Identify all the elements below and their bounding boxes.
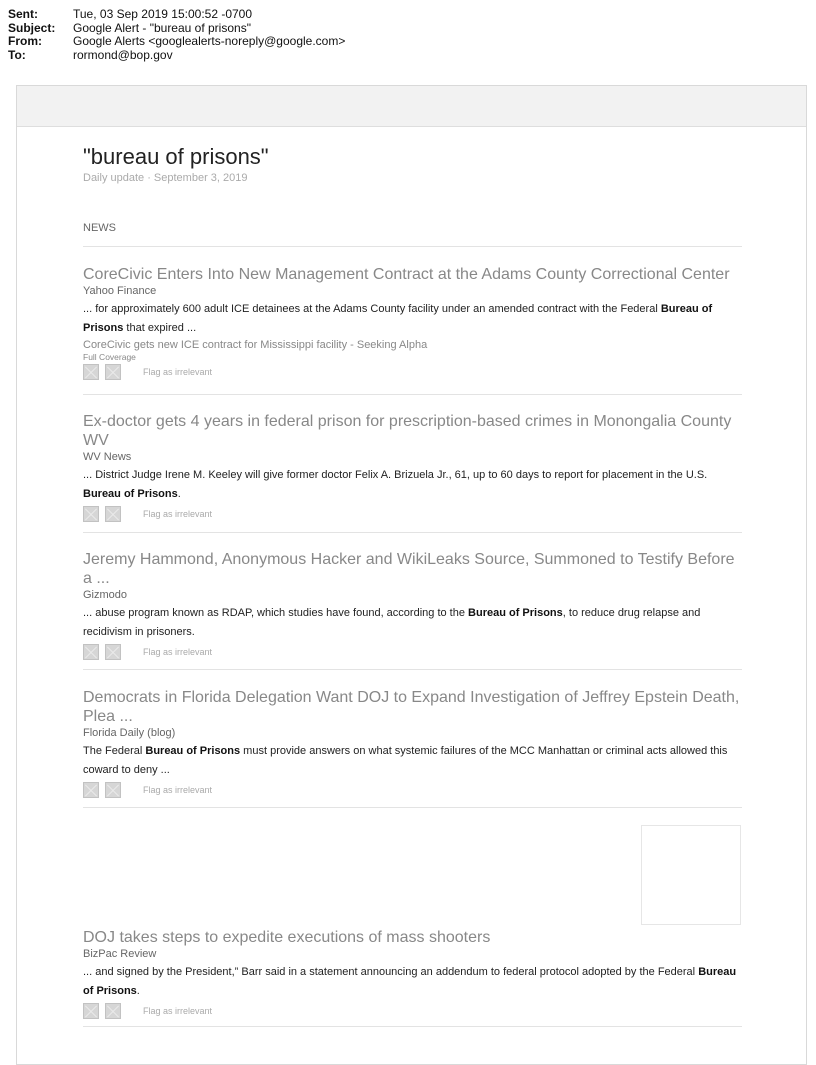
subject-label: Subject: xyxy=(8,20,56,35)
news-item-title[interactable]: CoreCivic Enters Into New Management Contract at the Adams County Correctional Center xyxy=(83,266,730,283)
from-label: From: xyxy=(8,34,42,48)
item-actions xyxy=(83,642,742,661)
flag-irrelevant-link[interactable]: Flag as irrelevant xyxy=(143,784,213,795)
news-item xyxy=(83,688,742,799)
sent-label: Sent: xyxy=(8,7,38,21)
broken-image-icon[interactable] xyxy=(83,364,99,380)
broken-image-icon[interactable] xyxy=(83,644,99,660)
divider xyxy=(83,532,742,533)
sent-value: Tue, 03 Sep 2019 15:00:52 -0700 xyxy=(73,7,253,21)
news-item xyxy=(83,550,742,661)
news-item xyxy=(83,265,742,381)
news-item-source: WV News xyxy=(83,451,132,463)
news-item-source: Gizmodo xyxy=(83,589,128,601)
divider xyxy=(83,246,742,247)
alert-subtitle: Daily update · September 3, 2019 xyxy=(83,172,248,184)
broken-image-icon[interactable] xyxy=(105,506,121,522)
broken-image-icon[interactable] xyxy=(105,364,121,380)
divider xyxy=(83,807,742,808)
flag-irrelevant-link[interactable]: Flag as irrelevant xyxy=(143,646,213,657)
full-coverage-link[interactable]: Full Coverage xyxy=(83,352,136,362)
to-value: rormond@bop.gov xyxy=(73,47,173,62)
news-item-title[interactable]: Jeremy Hammond, Anonymous Hacker and WikiLeaks Source, Summoned to Testify Before a ... xyxy=(83,551,735,587)
news-item xyxy=(83,928,742,1020)
news-item-snippet: The Federal Bureau of Prisons must provide answers on what systemic failures of the MCC Manhattan or criminal acts allowed this coward to deny ... xyxy=(83,745,728,776)
divider xyxy=(83,1026,742,1027)
broken-image-icon[interactable] xyxy=(105,782,121,798)
divider xyxy=(83,669,742,670)
broken-image-icon[interactable] xyxy=(83,1003,99,1019)
item-actions xyxy=(83,362,742,381)
alert-card xyxy=(16,85,807,1065)
news-item xyxy=(83,412,742,523)
alert-title[interactable]: "bureau of prisons" xyxy=(83,144,269,169)
card-top-bar xyxy=(17,86,806,127)
flag-irrelevant-link[interactable]: Flag as irrelevant xyxy=(143,1005,213,1016)
broken-image-icon[interactable] xyxy=(83,782,99,798)
news-item-source: Yahoo Finance xyxy=(83,285,157,297)
related-article-link[interactable]: CoreCivic gets new ICE contract for Mississippi facility - Seeking Alpha xyxy=(83,339,428,351)
article-thumbnail[interactable] xyxy=(641,825,741,925)
item-actions xyxy=(83,780,742,799)
flag-irrelevant-link[interactable]: Flag as irrelevant xyxy=(143,366,213,377)
news-item-snippet: ... abuse program known as RDAP, which studies have found, according to the Bureau of Prisons, to reduce drug relapse and recidivism in prisoners. xyxy=(83,607,701,638)
to-label: To: xyxy=(8,47,26,62)
news-item-snippet: ... and signed by the President,” Barr said in a statement announcing an addendum to federal protocol adopted by the Federal Bureau of Prisons. xyxy=(83,966,737,997)
item-actions xyxy=(83,1001,742,1020)
item-actions xyxy=(83,504,742,523)
news-item-title[interactable]: Democrats in Florida Delegation Want DOJ to Expand Investigation of Jeffrey Epstein Death, Plea ... xyxy=(83,689,740,725)
broken-image-icon[interactable] xyxy=(83,506,99,522)
email-header xyxy=(8,8,345,62)
news-item-snippet: ... for approximately 600 adult ICE detainees at the Adams County facility under an amended contract with the Federal Bureau of Prisons that expired ... xyxy=(83,303,713,334)
broken-image-icon[interactable] xyxy=(105,644,121,660)
news-item-source: BizPac Review xyxy=(83,948,157,960)
news-item-snippet: ... District Judge Irene M. Keeley will give former doctor Felix A. Brizuela Jr., 61, up to 60 days to report for placement in the U.S. Bureau of Prisons. xyxy=(83,469,708,500)
news-item-title[interactable]: Ex-doctor gets 4 years in federal prison for prescription-based crimes in Monongalia County WV xyxy=(83,413,732,449)
news-item-source: Florida Daily (blog) xyxy=(83,727,176,739)
flag-irrelevant-link[interactable]: Flag as irrelevant xyxy=(143,508,213,519)
from-value: Google Alerts <googlealerts-noreply@google.com> xyxy=(73,34,346,48)
news-section-label: NEWS xyxy=(83,222,116,234)
broken-image-icon[interactable] xyxy=(105,1003,121,1019)
news-item-title[interactable]: DOJ takes steps to expedite executions of mass shooters xyxy=(83,929,491,946)
divider xyxy=(83,394,742,395)
subject-value: Google Alert - "bureau of prisons" xyxy=(73,20,251,35)
